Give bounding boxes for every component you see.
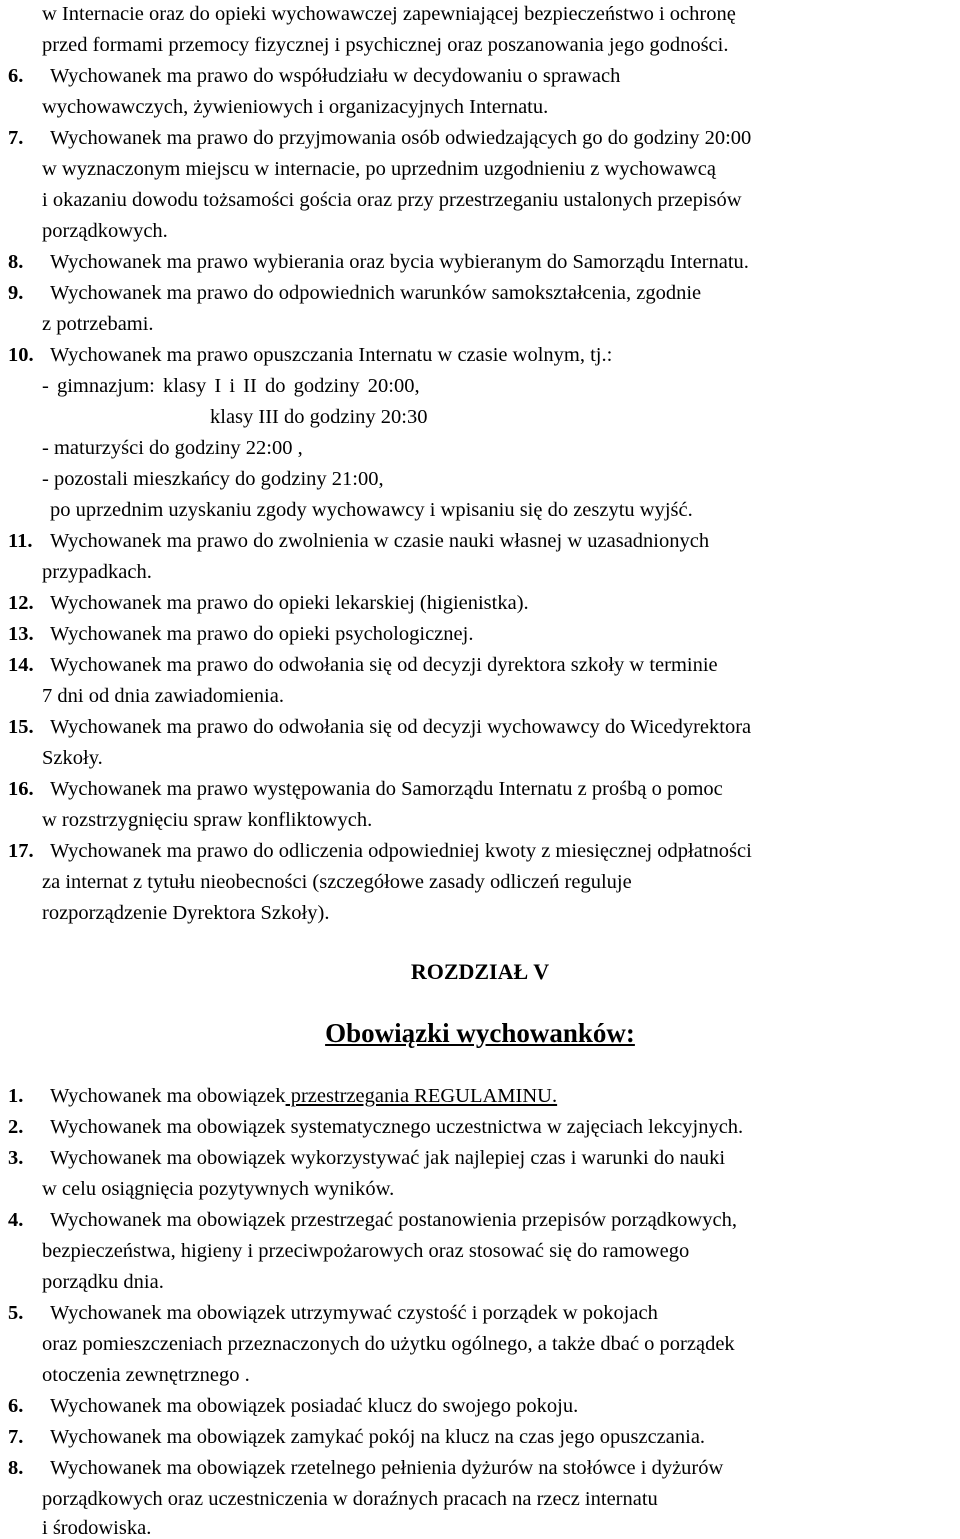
item-text-underlined: przestrzegania REGULAMINU. [285, 1085, 558, 1107]
list-item-16 [8, 779, 723, 800]
item-number: 10. [8, 344, 34, 366]
text-line: - gimnazjum: klasy I i II do godziny 20:00, [42, 375, 420, 397]
item-number: 12. [8, 592, 34, 614]
item-text: Wychowanek ma prawo do zwolnienia w czasie nauki własnej w uzasadnionych [50, 530, 710, 552]
item-number: 11. [8, 530, 33, 552]
text-line: po uprzednim uzyskaniu zgody wychowawcy i wpisaniu się do zeszytu wyjść. [50, 499, 693, 521]
list-item-7 [8, 128, 751, 149]
item-text: Wychowanek ma prawo występowania do Samorządu Internatu z prośbą o pomoc [50, 778, 723, 800]
text-line: przed formami przemocy fizycznej i psychicznej oraz poszanowania jego godności. [42, 34, 729, 56]
text-line: za internat z tytułu nieobecności (szczegółowe zasady odliczeń reguluje [42, 871, 632, 893]
item-number: 17. [8, 840, 34, 862]
list-item-9 [8, 283, 701, 304]
item-number: 7. [8, 1426, 24, 1448]
item-number: 5. [8, 1302, 24, 1324]
list-item-17 [8, 841, 752, 862]
text-line: porządkowych. [42, 220, 168, 242]
text-line: w Internacie oraz do opieki wychowawczej zapewniającej bezpieczeństwo i ochronę [42, 3, 736, 25]
chapter-title: ROZDZIAŁ V [410, 959, 550, 984]
text-line: rozporządzenie Dyrektora Szkoły). [42, 902, 330, 924]
list-item-12 [8, 593, 529, 614]
text-line: - pozostali mieszkańcy do godziny 21:00, [42, 468, 384, 490]
text-line: 7 dni od dnia zawiadomienia. [42, 685, 284, 707]
text-line: porządku dnia. [42, 1271, 164, 1293]
duty-item-8 [8, 1458, 723, 1479]
text-line: klasy III do godziny 20:30 [210, 406, 428, 428]
item-text: Wychowanek ma obowiązek [50, 1085, 286, 1107]
duty-item-4 [8, 1210, 737, 1231]
duty-item-5 [8, 1303, 658, 1324]
item-text: Wychowanek ma prawo do współudziału w decydowaniu o sprawach [50, 65, 621, 87]
list-item-6 [8, 66, 620, 87]
item-text: Wychowanek ma prawo opuszczania Internatu w czasie wolnym, tj.: [50, 344, 613, 366]
item-text: Wychowanek ma obowiązek posiadać klucz do swojego pokoju. [50, 1395, 579, 1417]
item-number: 16. [8, 778, 34, 800]
text-line: Szkoły. [42, 747, 103, 769]
item-text: Wychowanek ma prawo do odwołania się od decyzji dyrektora szkoły w terminie [50, 654, 718, 676]
item-number: 1. [8, 1085, 24, 1107]
item-text: Wychowanek ma obowiązek wykorzystywać jak najlepiej czas i warunki do nauki [50, 1147, 726, 1169]
item-text: Wychowanek ma prawo do opieki lekarskiej (higienistka). [50, 592, 529, 614]
text-line: otoczenia zewnętrznego . [42, 1364, 250, 1386]
text-line: porządkowych oraz uczestniczenia w doraźnych pracach na rzecz internatu [42, 1488, 658, 1510]
item-number: 7. [8, 127, 24, 149]
list-item-11 [8, 531, 709, 552]
item-text: Wychowanek ma prawo do przyjmowania osób odwiedzających go do godziny 20:00 [50, 127, 752, 149]
item-number: 3. [8, 1147, 24, 1169]
text-line: i okazaniu dowodu tożsamości gościa oraz przy przestrzeganiu ustalonych przepisów [42, 189, 742, 211]
item-number: 13. [8, 623, 34, 645]
duty-item-1 [8, 1086, 557, 1107]
text-line: w celu osiągnięcia pozytywnych wyników. [42, 1178, 395, 1200]
item-number: 9. [8, 282, 24, 304]
item-number: 14. [8, 654, 34, 676]
item-text: Wychowanek ma obowiązek przestrzegać postanowienia przepisów porządkowych, [50, 1209, 737, 1231]
item-number: 8. [8, 251, 24, 273]
duty-item-7 [8, 1427, 705, 1448]
item-number: 8. [8, 1457, 24, 1479]
duty-item-2 [8, 1117, 743, 1138]
item-text: Wychowanek ma obowiązek systematycznego uczestnictwa w zajęciach lekcyjnych. [50, 1116, 744, 1138]
item-number: 6. [8, 1395, 24, 1417]
list-item-14 [8, 655, 718, 676]
text-line: bezpieczeństwa, higieny i przeciwpożarowych oraz stosować się do ramowego [42, 1240, 690, 1262]
item-text: Wychowanek ma obowiązek rzetelnego pełnienia dyżurów na stołówce i dyżurów [50, 1457, 724, 1479]
text-line: z potrzebami. [42, 313, 154, 335]
item-text: Wychowanek ma prawo wybierania oraz bycia wybieranym do Samorządu Internatu. [50, 251, 749, 273]
item-text: Wychowanek ma prawo do odwołania się od decyzji wychowawcy do Wicedyrektora [50, 716, 752, 738]
item-number: 4. [8, 1209, 24, 1231]
item-text: Wychowanek ma obowiązek utrzymywać czystość i porządek w pokojach [50, 1302, 658, 1324]
text-line: w rozstrzygnięciu spraw konfliktowych. [42, 809, 373, 831]
list-item-13 [8, 624, 473, 645]
duty-item-6 [8, 1396, 578, 1417]
text-line: przypadkach. [42, 561, 152, 583]
chapter-subtitle: Obowiązki wychowanków: [325, 1018, 635, 1048]
duty-item-3 [8, 1148, 725, 1169]
item-text: Wychowanek ma prawo do odliczenia odpowiedniej kwoty z miesięcznej odpłatności [50, 840, 752, 862]
text-line: w wyznaczonym miejscu w internacie, po uprzednim uzgodnieniu z wychowawcą [42, 158, 716, 180]
item-text: Wychowanek ma prawo do opieki psychologicznej. [50, 623, 474, 645]
item-number: 15. [8, 716, 34, 738]
item-text: Wychowanek ma obowiązek zamykać pokój na klucz na czas jego opuszczania. [50, 1426, 706, 1448]
item-number: 6. [8, 65, 24, 87]
text-line: wychowawczych, żywieniowych i organizacyjnych Internatu. [42, 96, 549, 118]
item-text: Wychowanek ma prawo do odpowiednich warunków samokształcenia, zgodnie [50, 282, 702, 304]
text-line: i środowiska. [42, 1517, 152, 1539]
text-line: - maturzyści do godziny 22:00 , [42, 437, 303, 459]
text-line: oraz pomieszczeniach przeznaczonych do użytku ogólnego, a także dbać o porządek [42, 1333, 735, 1355]
item-number: 2. [8, 1116, 24, 1138]
list-item-10 [8, 345, 612, 366]
list-item-15 [8, 717, 751, 738]
list-item-8 [8, 252, 749, 273]
